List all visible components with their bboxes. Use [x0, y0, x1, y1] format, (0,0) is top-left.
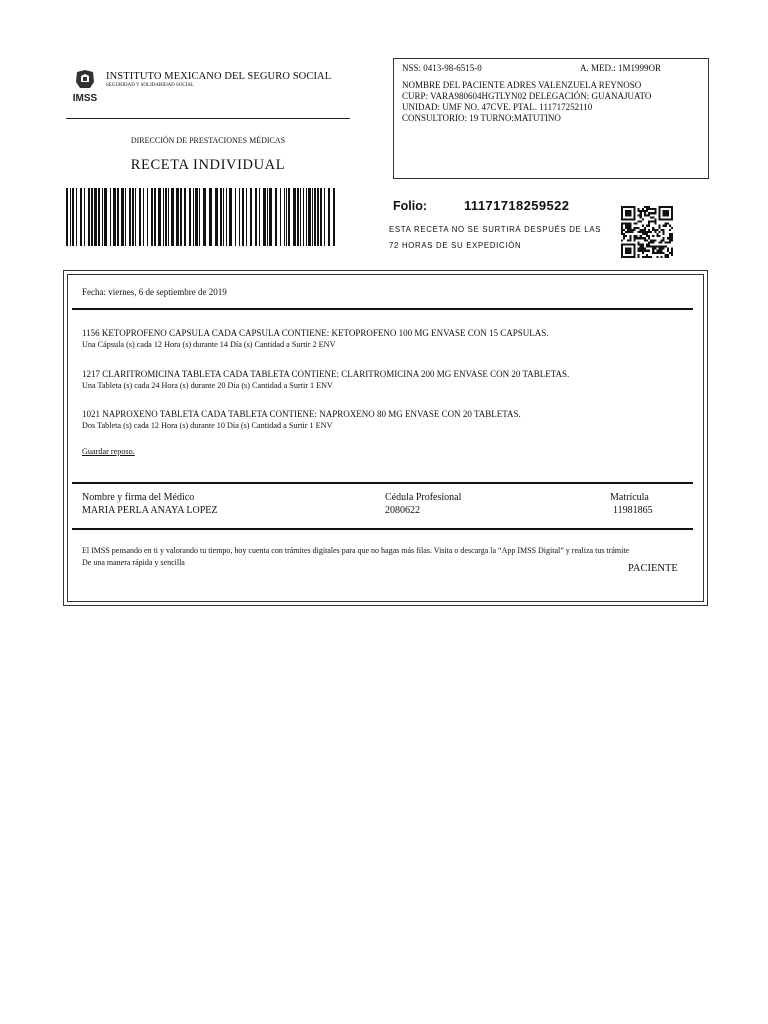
logo-text: IMSS	[72, 93, 98, 104]
medication-3-dosage: Dos Tableta (s) cada 12 Hora (s) durante 10 Día (s) Cantidad a Surtir 1 ENV	[82, 421, 333, 430]
copy-recipient-label: PACIENTE	[628, 563, 678, 574]
patient-name: NOMBRE DEL PACIENTE ADRES VALENZUELA REYNOSO	[402, 80, 642, 90]
header-divider	[66, 118, 350, 119]
matricula-label: Matrícula	[610, 492, 649, 503]
signature-bottom-divider	[72, 528, 693, 530]
direction-heading: DIRECCIÓN DE PRESTACIONES MÉDICAS	[130, 136, 286, 145]
medication-3-description: 1021 NAPROXENO TABLETA CADA TABLETA CONTIENE: NAPROXENO 80 MG ENVASE CON 20 TABLETAS.	[82, 409, 521, 419]
signature-top-divider	[72, 482, 693, 484]
doctor-name: MARIA PERLA ANAYA LOPEZ	[82, 505, 218, 516]
instructions-note: Guardar reposo.	[82, 447, 135, 456]
barcode	[66, 188, 338, 246]
medication-1-dosage: Una Cápsula (s) cada 12 Hora (s) durante 14 Día (s) Cantidad a Surtir 2 ENV	[82, 340, 336, 349]
date-divider	[72, 308, 693, 310]
nss-field: NSS: 0413-98-6515-0	[402, 63, 482, 73]
digital-services-message: El IMSS pensando en ti y valorando tu tiempo, hoy cuenta con trámites digitales para que no hagas más filas. Visita o descarga la “App IMSS Digital” y realiza tus trámite	[82, 546, 630, 555]
amed-field: A. MED.: 1M1999OR	[580, 63, 662, 73]
medication-2-dosage: Una Tableta (s) cada 24 Hora (s) durante 20 Día (s) Cantidad a Surtir 1 ENV	[82, 381, 333, 390]
institution-subtitle: SEGURIDAD Y SOLIDARIDAD SOCIAL	[106, 83, 195, 88]
cedula-value: 2080622	[385, 505, 420, 516]
matricula-value: 11981865	[613, 505, 653, 516]
qr-code	[621, 206, 673, 258]
folio-label: Folio:	[393, 199, 428, 213]
patient-unit: UNIDAD: UMF NO. 47CVE. PTAL. 111717252110	[402, 102, 593, 112]
imss-logo	[70, 70, 100, 104]
cedula-label: Cédula Profesional	[385, 492, 462, 503]
patient-office: CONSULTORIO: 19 TURNO:MATUTINO	[402, 113, 561, 123]
prescription-date: Fecha: viernes, 6 de septiembre de 2019	[82, 287, 227, 297]
medication-2-description: 1217 CLARITROMICINA TABLETA CADA TABLETA CONTIENE: CLARITROMICINA 200 MG ENVASE CON 20 TABLETAS.	[82, 369, 570, 379]
folio-number: 11171718259522	[464, 198, 570, 213]
digital-services-message-2: De una manera rápida y sencilla	[82, 558, 185, 567]
institution-name: INSTITUTO MEXICANO DEL SEGURO SOCIAL	[106, 71, 332, 82]
patient-curp: CURP: VARA980604HGTLYN02 DELEGACIÓN: GUANAJUATO	[402, 91, 652, 101]
expiry-notice-line-2: 72 HORAS DE SU EXPEDICIÓN	[389, 241, 522, 250]
expiry-notice-line-1: ESTA RECETA NO SE SURTIRÁ DESPUÉS DE LAS	[389, 225, 602, 234]
document-title: RECETA INDIVIDUAL	[130, 157, 286, 173]
doctor-name-label: Nombre y firma del Médico	[82, 492, 195, 503]
medication-1-description: 1156 KETOPROFENO CAPSULA CADA CAPSULA CONTIENE: KETOPROFENO 100 MG ENVASE CON 15 CAPSULAS.	[82, 328, 549, 338]
